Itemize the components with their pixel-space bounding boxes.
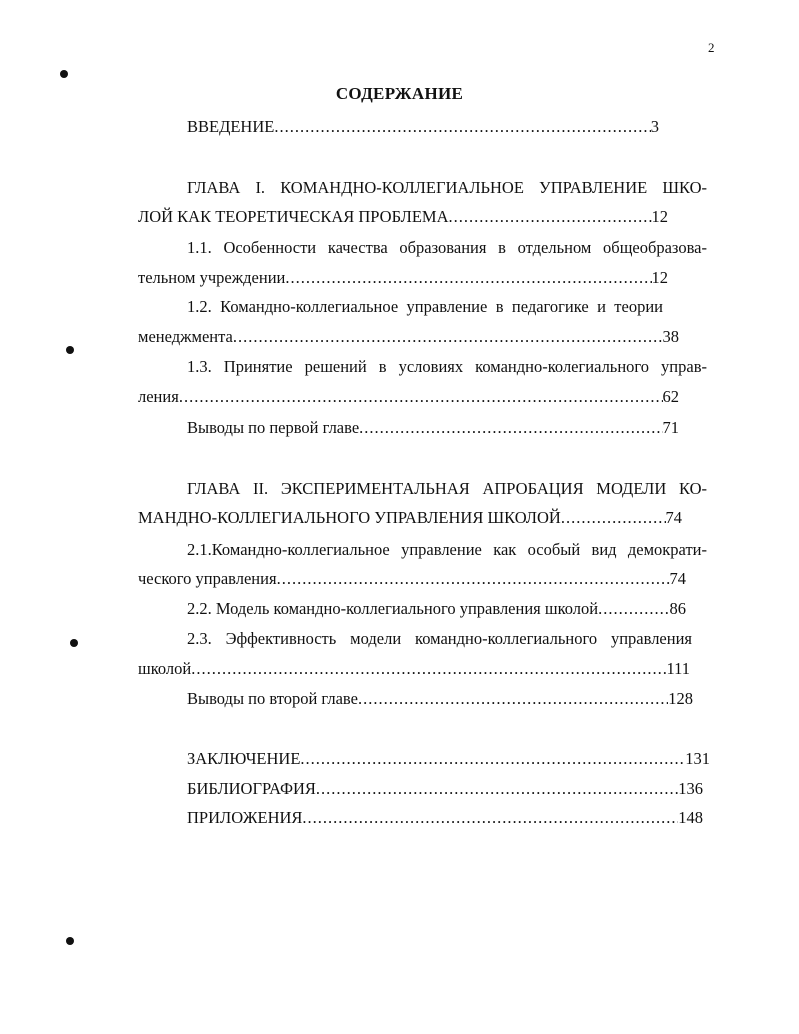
toc-entry-bibliography	[187, 779, 703, 799]
toc-entry-section-2-1	[138, 569, 686, 589]
toc-page: 111	[666, 659, 690, 678]
toc-page: 38	[662, 327, 679, 346]
toc-entry-introduction	[187, 117, 659, 137]
leader-dots	[359, 418, 662, 438]
punch-hole-mark	[66, 937, 74, 945]
toc-page: 71	[662, 418, 679, 437]
toc-page: 62	[662, 387, 679, 406]
toc-entry-section-1-2	[138, 327, 679, 347]
toc-entry-chapter1	[138, 207, 668, 227]
toc-section-2-1-title: 2.1.Командно-коллегиальное управление как особый вид демократи-	[187, 540, 707, 559]
toc-entry-section-2-3	[138, 659, 690, 679]
leader-dots	[316, 779, 678, 799]
toc-entry-appendices	[187, 808, 703, 828]
leader-dots	[449, 207, 652, 227]
punch-hole-mark	[60, 70, 68, 78]
toc-page: 136	[678, 779, 703, 798]
toc-page: 131	[685, 749, 710, 768]
toc-page: 74	[669, 569, 686, 588]
punch-hole-mark	[70, 639, 78, 647]
toc-label: БИБЛИОГРАФИЯ	[187, 779, 316, 798]
toc-label: Выводы по первой главе	[187, 418, 360, 437]
leader-dots	[561, 508, 666, 528]
toc-label: ПРИЛОЖЕНИЯ	[187, 808, 303, 827]
toc-label: ЛОЙ КАК ТЕОРЕТИЧЕСКАЯ ПРОБЛЕМА	[138, 207, 449, 226]
toc-entry-chapter1-conclusions	[187, 418, 679, 438]
toc-label: ческого управления	[138, 569, 277, 588]
leader-dots	[274, 117, 650, 137]
toc-label: ЗАКЛЮЧЕНИЕ	[187, 749, 301, 768]
toc-label: 2.2. Модель командно-коллегиального управления школой	[187, 599, 599, 618]
toc-section-1-2-title: 1.2. Командно-коллегиальное управление в педагогике и теории	[187, 297, 663, 316]
toc-entry-section-1-1	[138, 268, 668, 288]
page-number: 2	[708, 40, 715, 55]
toc-chapter1-title: ГЛАВА I. КОМАНДНО-КОЛЛЕГИАЛЬНОЕ УПРАВЛЕНИЕ ШКО-	[187, 178, 707, 197]
toc-label: менеджмента	[138, 327, 233, 346]
toc-section-1-1-title: 1.1. Особенности качества образования в отдельном общеобразова-	[187, 238, 707, 257]
toc-section-1-3-title: 1.3. Принятие решений в условиях командно-колегиального управ-	[187, 357, 707, 376]
leader-dots	[233, 327, 663, 347]
punch-hole-mark	[66, 346, 74, 354]
leader-dots	[598, 599, 669, 619]
toc-label: ВВЕДЕНИЕ	[187, 117, 275, 136]
leader-dots	[285, 268, 651, 288]
leader-dots	[191, 659, 666, 679]
toc-chapter2-title: ГЛАВА II. ЭКСПЕРИМЕНТАЛЬНАЯ АПРОБАЦИЯ МОДЕЛИ КО-	[187, 479, 707, 498]
toc-page: 3	[650, 117, 659, 136]
toc-label: ления	[138, 387, 179, 406]
toc-label: тельном учреждении	[138, 268, 286, 287]
leader-dots	[300, 749, 685, 769]
page-title: СОДЕРЖАНИЕ	[335, 84, 464, 103]
leader-dots	[277, 569, 670, 589]
toc-entry-section-1-3	[138, 387, 679, 407]
leader-dots	[302, 808, 678, 828]
toc-page: 12	[651, 207, 668, 226]
toc-page: 74	[665, 508, 682, 527]
toc-entry-chapter2	[138, 508, 682, 528]
leader-dots	[358, 689, 668, 709]
toc-section-2-3-title: 2.3. Эффективность модели командно-коллегиального управления	[187, 629, 692, 648]
toc-entry-chapter2-conclusions	[187, 689, 693, 709]
toc-page: 148	[678, 808, 703, 827]
toc-page: 12	[651, 268, 668, 287]
toc-entry-section-2-2	[187, 599, 686, 619]
toc-label: школой	[138, 659, 192, 678]
toc-label: МАНДНО-КОЛЛЕГИАЛЬНОГО УПРАВЛЕНИЯ ШКОЛОЙ	[138, 508, 561, 527]
toc-entry-conclusion	[187, 749, 710, 769]
toc-page: 86	[669, 599, 686, 618]
toc-page: 128	[668, 689, 693, 708]
toc-label: Выводы по второй главе	[187, 689, 358, 708]
leader-dots	[179, 387, 663, 407]
